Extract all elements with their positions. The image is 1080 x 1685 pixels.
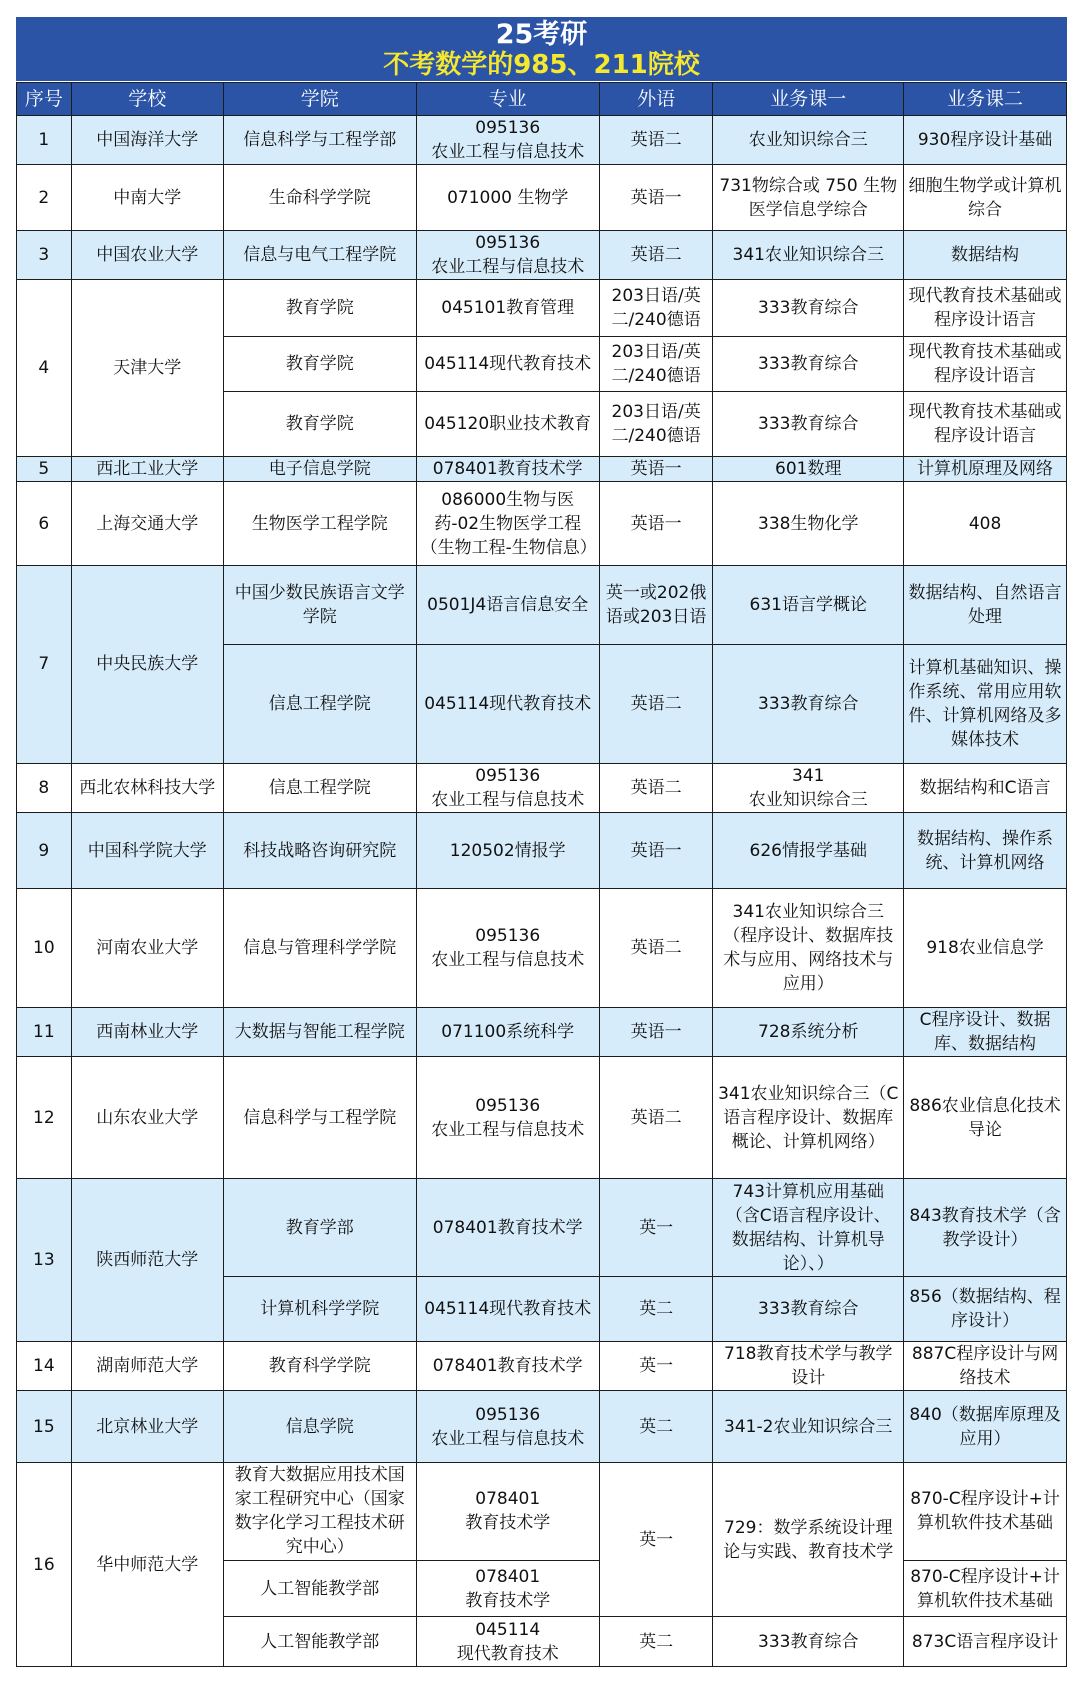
title-bar bbox=[16, 17, 1067, 81]
header-school: 学校 bbox=[71, 83, 223, 116]
header-major: 专业 bbox=[416, 83, 599, 116]
college-name: 大数据与智能工程学院 bbox=[223, 1007, 416, 1056]
course-1-cell: 341 农业知识综合三 bbox=[713, 763, 904, 812]
major-code: 095136 bbox=[475, 925, 541, 946]
course-1-cell: 333教育综合 bbox=[713, 280, 904, 337]
college-name: 中国少数民族语言文学学院 bbox=[223, 566, 416, 645]
major-cell bbox=[416, 116, 599, 165]
college-name: 信息科学与工程学部 bbox=[223, 116, 416, 165]
course-1-cell: 341-2农业知识综合三 bbox=[713, 1391, 904, 1463]
table-row bbox=[17, 1391, 1067, 1463]
college-name: 科技战略咨询研究院 bbox=[223, 813, 416, 889]
row-no: 5 bbox=[17, 457, 72, 482]
table-row bbox=[17, 813, 1067, 889]
major-cell bbox=[416, 1057, 599, 1179]
college-name: 信息工程学院 bbox=[223, 644, 416, 763]
school-name: 北京林业大学 bbox=[71, 1391, 223, 1463]
course-1-cell: 333教育综合 bbox=[713, 1277, 904, 1342]
language-cell: 英一 bbox=[599, 1179, 713, 1277]
course-1-cell: 718教育技术学与教学设计 bbox=[713, 1341, 904, 1390]
school-name: 西北农林科技大学 bbox=[71, 763, 223, 812]
course-1-cell: 631语言学概论 bbox=[713, 566, 904, 645]
college-name: 人工智能教学部 bbox=[223, 1617, 416, 1667]
course-1-cell: 333教育综合 bbox=[713, 644, 904, 763]
major-cell: 078401教育技术学 bbox=[416, 457, 599, 482]
row-no: 14 bbox=[17, 1341, 72, 1390]
course-1-cell: 743计算机应用基础（含C语言程序设计、数据结构、计算机导论）、） bbox=[713, 1179, 904, 1277]
college-name: 信息与电气工程学院 bbox=[223, 231, 416, 280]
course-2-cell: 数据结构、自然语言处理 bbox=[904, 566, 1067, 645]
header-college: 学院 bbox=[223, 83, 416, 116]
course-2-cell: 现代教育技术基础或程序设计语言 bbox=[904, 392, 1067, 457]
college-name: 教育科学学院 bbox=[223, 1341, 416, 1390]
course-2-cell: 856（数据结构、程序设计） bbox=[904, 1277, 1067, 1342]
major-code: 095136 bbox=[475, 765, 541, 786]
course-1-cell: 731物综合或 750 生物医学信息学综合 bbox=[713, 165, 904, 231]
college-name: 信息工程学院 bbox=[223, 763, 416, 812]
major-cell bbox=[416, 231, 599, 280]
major-cell: 078401教育技术学 bbox=[416, 1179, 599, 1277]
major-name: 农业工程与信息技术 bbox=[431, 949, 585, 970]
language-cell: 英二 bbox=[599, 1277, 713, 1342]
language-cell: 英语二 bbox=[599, 1057, 713, 1179]
course-1-cell: 333教育综合 bbox=[713, 336, 904, 392]
school-name: 山东农业大学 bbox=[71, 1057, 223, 1179]
language-cell: 203日语/英二/240德语 bbox=[599, 392, 713, 457]
row-no: 9 bbox=[17, 813, 72, 889]
course-1-cell: 341农业知识综合三（程序设计、数据库技术与应用、网络技术与应用） bbox=[713, 888, 904, 1007]
table-row bbox=[17, 1341, 1067, 1390]
school-name: 天津大学 bbox=[71, 280, 223, 457]
school-name: 陕西师范大学 bbox=[71, 1179, 223, 1341]
school-name: 中国农业大学 bbox=[71, 231, 223, 280]
school-name: 湖南师范大学 bbox=[71, 1341, 223, 1390]
college-name: 教育大数据应用技术国家工程研究中心（国家数字化学习工程技术研究中心） bbox=[223, 1463, 416, 1561]
table-row bbox=[17, 763, 1067, 812]
course-2-cell: 细胞生物学或计算机综合 bbox=[904, 165, 1067, 231]
college-name: 人工智能教学部 bbox=[223, 1560, 416, 1617]
major-cell: 078401教育技术学 bbox=[416, 1341, 599, 1390]
major-cell bbox=[416, 1463, 599, 1561]
course-2-cell: 886农业信息化技术导论 bbox=[904, 1057, 1067, 1179]
row-no: 15 bbox=[17, 1391, 72, 1463]
row-no: 16 bbox=[17, 1463, 72, 1667]
major-name: 农业工程与信息技术 bbox=[431, 1428, 585, 1449]
language-cell: 英一或202俄语或203日语 bbox=[599, 566, 713, 645]
language-cell: 英语一 bbox=[599, 1007, 713, 1056]
language-cell: 英语一 bbox=[599, 457, 713, 482]
major-cell: 045114现代教育技术 bbox=[416, 336, 599, 392]
school-name: 华中师范大学 bbox=[71, 1463, 223, 1667]
course-2-cell: 873C语言程序设计 bbox=[904, 1617, 1067, 1667]
school-name: 中南大学 bbox=[71, 165, 223, 231]
major-name: 农业工程与信息技术 bbox=[431, 1119, 585, 1140]
school-name: 中国科学院大学 bbox=[71, 813, 223, 889]
table-row bbox=[17, 1463, 1067, 1561]
major-name: 农业工程与信息技术 bbox=[431, 789, 585, 810]
major-cell: 045114现代教育技术 bbox=[416, 644, 599, 763]
table-row bbox=[17, 1179, 1067, 1277]
college-name: 教育学院 bbox=[223, 336, 416, 392]
college-name: 计算机科学学院 bbox=[223, 1277, 416, 1342]
table-row bbox=[17, 165, 1067, 231]
language-cell: 英语二 bbox=[599, 644, 713, 763]
language-cell: 203日语/英二/240德语 bbox=[599, 336, 713, 392]
major-name: 农业工程与信息技术 bbox=[431, 257, 585, 278]
page-title: 25考研 bbox=[495, 19, 588, 50]
college-name: 教育学部 bbox=[223, 1179, 416, 1277]
language-cell: 英二 bbox=[599, 1391, 713, 1463]
major-code: 078401 bbox=[475, 1489, 541, 1510]
college-name: 电子信息学院 bbox=[223, 457, 416, 482]
course-2-cell: C程序设计、数据库、数据结构 bbox=[904, 1007, 1067, 1056]
school-name: 中国海洋大学 bbox=[71, 116, 223, 165]
language-cell: 英二 bbox=[599, 1617, 713, 1667]
language-cell: 英一 bbox=[599, 1463, 713, 1617]
major-code: 045114 bbox=[475, 1619, 541, 1640]
course-2-cell: 870-C程序设计+计算机软件技术基础 bbox=[904, 1463, 1067, 1561]
language-cell: 英语二 bbox=[599, 231, 713, 280]
major-cell: 071000 生物学 bbox=[416, 165, 599, 231]
course-2-cell: 930程序设计基础 bbox=[904, 116, 1067, 165]
row-no: 12 bbox=[17, 1057, 72, 1179]
table-row bbox=[17, 116, 1067, 165]
course-1-cell: 农业知识综合三 bbox=[713, 116, 904, 165]
major-code: 095136 bbox=[475, 118, 541, 139]
major-cell bbox=[416, 1391, 599, 1463]
course-2-cell: 数据结构和C语言 bbox=[904, 763, 1067, 812]
school-name: 西南林业大学 bbox=[71, 1007, 223, 1056]
major-cell: 045120职业技术教育 bbox=[416, 392, 599, 457]
row-no: 4 bbox=[17, 280, 72, 457]
college-name: 教育学院 bbox=[223, 280, 416, 337]
course-1-cell: 626情报学基础 bbox=[713, 813, 904, 889]
schools-table bbox=[16, 82, 1067, 1667]
table-row bbox=[17, 888, 1067, 1007]
major-cell bbox=[416, 763, 599, 812]
major-name: 现代教育技术 bbox=[456, 1643, 559, 1664]
language-cell: 英语二 bbox=[599, 763, 713, 812]
row-no: 2 bbox=[17, 165, 72, 231]
row-no: 6 bbox=[17, 482, 72, 566]
course-1-cell: 728系统分析 bbox=[713, 1007, 904, 1056]
row-no: 7 bbox=[17, 566, 72, 764]
school-name: 上海交通大学 bbox=[71, 482, 223, 566]
major-cell bbox=[416, 1617, 599, 1667]
college-name: 教育学院 bbox=[223, 392, 416, 457]
major-name: 教育技术学 bbox=[465, 1513, 551, 1534]
table-row bbox=[17, 566, 1067, 645]
course-2-cell: 计算机原理及网络 bbox=[904, 457, 1067, 482]
row-no: 3 bbox=[17, 231, 72, 280]
course-2-cell: 408 bbox=[904, 482, 1067, 566]
school-name: 中央民族大学 bbox=[71, 566, 223, 764]
row-no: 11 bbox=[17, 1007, 72, 1056]
major-name: 教育技术学 bbox=[465, 1590, 551, 1611]
language-cell: 英语一 bbox=[599, 813, 713, 889]
course-2-cell: 840（数据库原理及应用） bbox=[904, 1391, 1067, 1463]
header-course-1: 业务课一 bbox=[713, 83, 904, 116]
course-2-cell: 843教育技术学（含教学设计） bbox=[904, 1179, 1067, 1277]
course-2-cell: 计算机基础知识、操作系统、常用应用软件、计算机网络及多媒体技术 bbox=[904, 644, 1067, 763]
language-cell: 英语一 bbox=[599, 482, 713, 566]
course-2-cell: 数据结构、操作系统、计算机网络 bbox=[904, 813, 1067, 889]
header-no: 序号 bbox=[17, 83, 72, 116]
table-row bbox=[17, 1007, 1067, 1056]
college-name: 信息与管理科学学院 bbox=[223, 888, 416, 1007]
course-2-cell: 870-C程序设计+计算机软件技术基础 bbox=[904, 1560, 1067, 1617]
major-cell: 045114现代教育技术 bbox=[416, 1277, 599, 1342]
course-2-cell: 现代教育技术基础或程序设计语言 bbox=[904, 336, 1067, 392]
table-row bbox=[17, 1057, 1067, 1179]
major-cell bbox=[416, 888, 599, 1007]
major-cell: 0501J4语言信息安全 bbox=[416, 566, 599, 645]
course-2-cell: 918农业信息学 bbox=[904, 888, 1067, 1007]
table-row bbox=[17, 457, 1067, 482]
course-1-cell: 341农业知识综合三（C语言程序设计、数据库概论、计算机网络） bbox=[713, 1057, 904, 1179]
table-row bbox=[17, 482, 1067, 566]
course-1-cell: 341农业知识综合三 bbox=[713, 231, 904, 280]
language-cell: 英一 bbox=[599, 1341, 713, 1390]
major-cell: 071100系统科学 bbox=[416, 1007, 599, 1056]
language-cell: 英语一 bbox=[599, 165, 713, 231]
major-code: 095136 bbox=[475, 233, 541, 254]
college-name: 生命科学学院 bbox=[223, 165, 416, 231]
table-row bbox=[17, 231, 1067, 280]
course-1-cell: 333教育综合 bbox=[713, 392, 904, 457]
college-name: 信息学院 bbox=[223, 1391, 416, 1463]
college-name: 生物医学工程学院 bbox=[223, 482, 416, 566]
row-no: 13 bbox=[17, 1179, 72, 1341]
major-cell bbox=[416, 1560, 599, 1617]
course-1-cell: 729：数学系统设计理论与实践、教育技术学 bbox=[713, 1463, 904, 1617]
row-no: 8 bbox=[17, 763, 72, 812]
header-language: 外语 bbox=[599, 83, 713, 116]
school-name: 河南农业大学 bbox=[71, 888, 223, 1007]
row-no: 1 bbox=[17, 116, 72, 165]
major-code: 095136 bbox=[475, 1095, 541, 1116]
page-subtitle: 不考数学的985、211院校 bbox=[383, 50, 700, 80]
major-name: 农业工程与信息技术 bbox=[431, 142, 585, 163]
school-name: 西北工业大学 bbox=[71, 457, 223, 482]
major-cell: 120502情报学 bbox=[416, 813, 599, 889]
table-row bbox=[17, 280, 1067, 337]
course-2-cell: 数据结构 bbox=[904, 231, 1067, 280]
language-cell: 203日语/英二/240德语 bbox=[599, 280, 713, 337]
major-cell: 086000生物与医药-02生物医学工程（生物工程-生物信息） bbox=[416, 482, 599, 566]
course-1-cell: 338生物化学 bbox=[713, 482, 904, 566]
header-course-2: 业务课二 bbox=[904, 83, 1067, 116]
major-cell: 045101教育管理 bbox=[416, 280, 599, 337]
course-1-cell: 333教育综合 bbox=[713, 1617, 904, 1667]
major-code: 095136 bbox=[475, 1404, 541, 1425]
major-code: 078401 bbox=[475, 1566, 541, 1587]
college-name: 信息科学与工程学院 bbox=[223, 1057, 416, 1179]
language-cell: 英语二 bbox=[599, 888, 713, 1007]
course-2-cell: 现代教育技术基础或程序设计语言 bbox=[904, 280, 1067, 337]
row-no: 10 bbox=[17, 888, 72, 1007]
course-2-cell: 887C程序设计与网络技术 bbox=[904, 1341, 1067, 1390]
course-1-cell: 601数理 bbox=[713, 457, 904, 482]
header-row bbox=[17, 83, 1067, 116]
language-cell: 英语二 bbox=[599, 116, 713, 165]
